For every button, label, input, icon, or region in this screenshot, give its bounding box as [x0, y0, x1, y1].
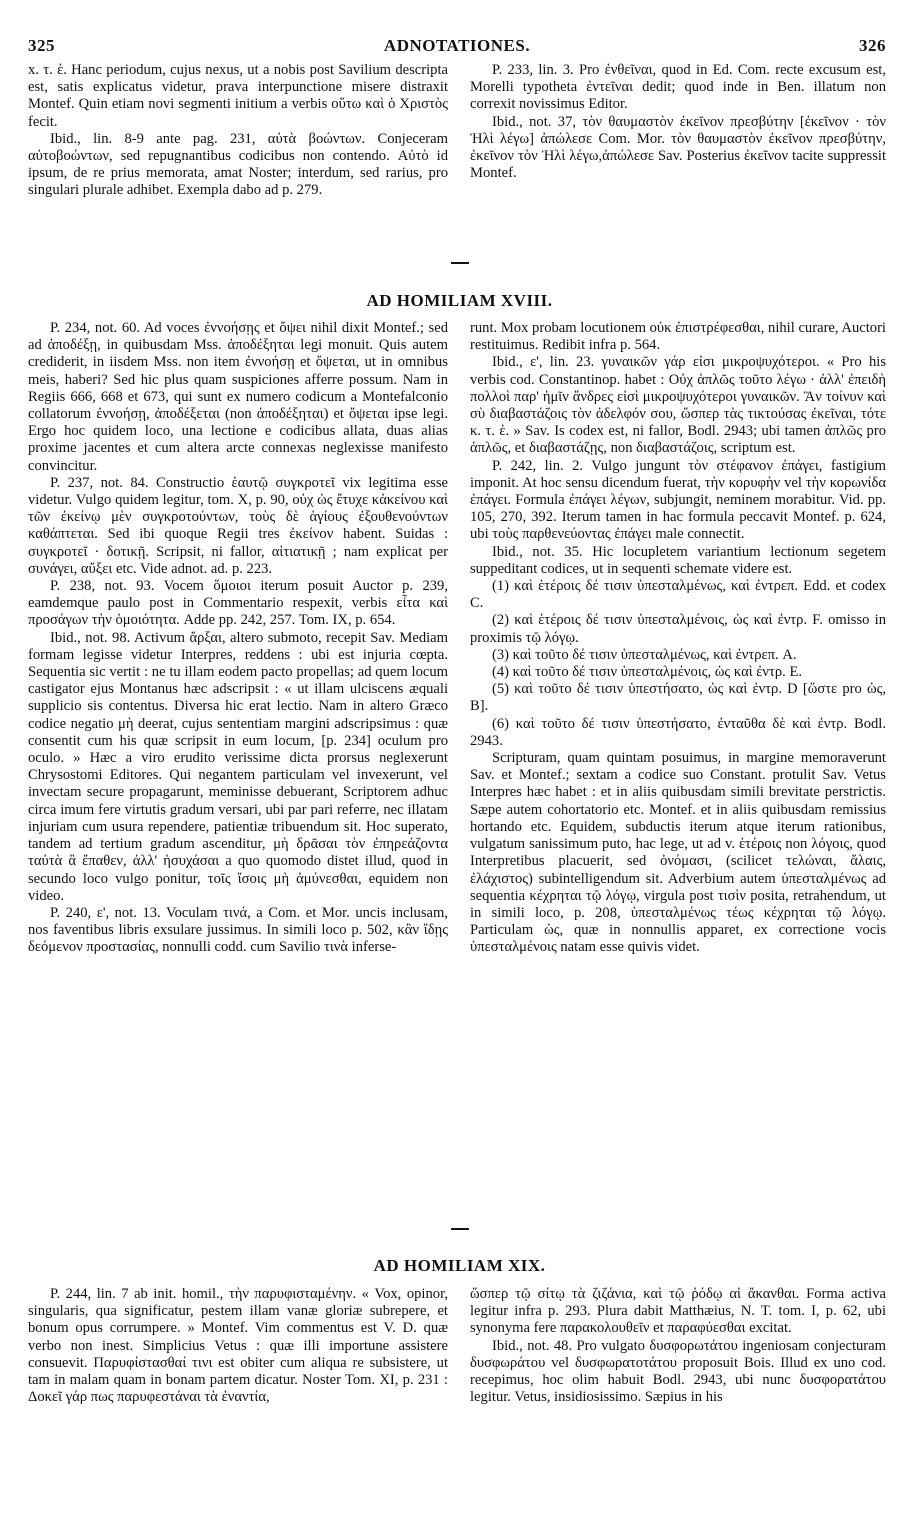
- paragraph: Ibid., lin. 8-9 ante pag. 231, αὐτὰ βοώντων. Conjeceram αὐτοβοώντων, sed repugnantibus codicibus non contendo. Αὐτὸ id ipsum, de re prius memorata, amat Noster; interdum, sed rarius, pro singulari plurale adhibet. Exempla dabo ad p. 279.: [28, 130, 448, 199]
- section-divider: [451, 262, 469, 264]
- paragraph: Ibid., not. 37, τὸν θαυμαστὸν ἐκεῖνον πρεσβύτην [ἐκεῖνον · τὸν Ἠλὶ λέγω] ἀπώλεσε Com. Mor. τὸν θαυμαστὸν ἐκεῖνον πρεσβύτην, ἐκεῖνον τὸν Ἠλὶ λέγω,ἀπώλεσε Sav. Posterius ἐκεῖνον tacite suppressit Montef.: [470, 113, 886, 182]
- paragraph: Ibid., not. 35. Hic locupletem variantium lectionum segetem suppeditant codices, ut in sequenti schemate videre est.: [470, 543, 886, 577]
- paragraph: Scripturam, quam quintam posuimus, in margine memoraverunt Sav. et Montef.; sextam a codice suo Constant. protulit Sav. Vetus Interpres hæc habet : et in aliis quibusdam simili brevitate perstrictis. Sæpe autem cohortatorio etc. Montef. et in aliis quibusdam remissius hortando etc. Equidem, subductis iterum atque iterum rationibus, vulgatum sanissimum puto, hac lege, ut ad v. ἑτέροις non λόγοις, quod Interpretibus placuerit, sed ὀνόμασι, (scilicet τελώναι, ἄλαις, ἐλάχιστος) subintelligendum sit. Adverbium autem ὑπεσταλμένως ad sequentia κέχρηται τῷ λόγῳ, virgula post τισὶν posita, retrahendum, ut in simili loco, p. 208, ὑπεσταλμένως τέως κέχρηται τῷ λόγῳ. Particulam ὡς, quæ in nonnullis apparet, ex correctione vocis ὑπεσταλμένοις natam esse quivis videt.: [470, 750, 886, 956]
- running-header: [28, 36, 886, 56]
- paragraph: x. τ. ἑ. Hanc periodum, cujus nexus, ut a nobis post Savilium descripta est, satis explicatus videtur, prava interpunctione misere distraxit Montef. Quin etiam novi segmenti initium a verbis οὕτω καὶ ὁ Χριστὸς fecit.: [28, 62, 448, 130]
- paragraph: Ibid., not. 98. Activum ἄρξαι, altero submoto, recepit Sav. Mediam formam legisse videtur Interpres, reddens : ubi est injuria cœpta. Sequentia sic vertit : ne tu illam eodem pacto propellas; ad quem locum castigator ejus Montanus hæc adscripsit : « ut illam ulciscens æquali supplicio sis contentus. Diversa hic erat lectio. Nam in altero Græco codice negatio μὴ deerat, cujus sententiam margini adscripsimus : quæ consentit cum his quæ scripsit in eum locum, [p. 234] oculum pro oculo. » Hæc a viro erudito verissime dicta prorsus neglexerunt Chrysostomi Editores. Qui negantem particulam vel invexerunt, vel invectam secure propagarunt, meminisse debuerant, Scriptorem adhuc circa imum fere virtutis gradum versari, ubi par pari referre, nec illatam injuriam cum usura rependere, patientiæ tribuendum sit. Hoc superato, tandem ad tertium gradum ascenditur, μὴ δρᾶσαι τὸν ἐπηρεάζοντα ταὐτὰ ἃ ἔπαθεν, ἀλλ' ἡσυχάσαι a quo quomodo distet illud, quod in secundo loco vulgo ponitur, τοῖς ἴσοις μὴ ἀμύνεσθαι, equidem non video.: [28, 629, 448, 904]
- paragraph: P. 242, lin. 2. Vulgo jungunt τὸν στέφανον ἐπάγει, fastigium imponit. At hoc sensu dicendum fuerat, τὴν κορυφὴν vel τὴν κορωνίδα ἐπάγει. Formula ἐπάγει λέγων, subjungit, neminem morabitur. Vid. pp. 105, 270, 392. Iterum tamen in hac formula peccavit Montef. p. 624, ubi τοὺς παρθενεύοντας ἐπάγει male connectit.: [470, 457, 886, 543]
- page-number-right: 326: [859, 36, 886, 55]
- variant-reading: (4) καὶ τοῦτο δέ τισιν ὑπεσταλμένοις, ὡς καὶ ἐντρ. E.: [492, 664, 803, 681]
- section2-left-column: [28, 1286, 448, 1406]
- variant-reading: (6) καὶ τοῦτο δέ τισιν ὑπεστήσατο, ἐνταῦθα δὲ καὶ ἐντρ. Bodl. 2943.: [470, 715, 886, 749]
- page-number-left: 325: [28, 36, 55, 55]
- variant-reading: (5) καὶ τοῦτο δέ τισιν ὑπεστήσατο, ὡς καὶ ἐντρ. D [ὥστε pro ὡς, B].: [470, 681, 886, 715]
- paragraph: P. 238, not. 93. Vocem ὅμοιοι iterum posuit Auctor p. 239, eamdemque paulo post in Commentario respexit, verbis εἶτα καὶ προσάγων τὴν ὁμοιότητα. Adde pp. 242, 257. Tom. IX, p. 654.: [28, 578, 448, 629]
- section1-right-column: [470, 320, 886, 957]
- section-title: AD HOMILIAM XVIII.: [366, 291, 553, 310]
- variant-reading: (1) καὶ ἑτέροις δέ τισιν ὑπεσταλμένως, καὶ ἐντρεπ. Edd. et codex C.: [470, 578, 886, 612]
- paragraph: Ibid., ε', lin. 23. γυναικῶν γάρ εἰσι μικροψυχότεροι. « Pro his verbis cod. Constantinop. habet : Οὐχ ἁπλῶς τοῦτο λέγω · ἀλλ' ἐπειδὴ πολλοὶ παρ' ἡμῖν ἄνδρες εἰσὶ μικροψυχότεροι γυναικῶν. Ἂν τοίνυν καὶ σὺ διαβαστάζοις τὸν ἀδελφόν σου, ὥσπερ τὰς τικτούσας ἐκεῖναι, τότε κ. τ. ἑ. » Sav. Is codex est, ni fallor, Bodl. 2943; ubi tamen ἀπλῶς pro ἁπλῶς, et διαβαστάζῃς, non διαβαστάζοις, scriptum est.: [470, 354, 886, 457]
- paragraph: P. 244, lin. 7 ab init. homil., τὴν παρυφισταμένην. « Vox, opinor, singularis, qua significatur, pestem illam vanæ gloriæ subrepere, et bonum opus corrumpere. » Montef. Vim commentus est V. D. quæ verbo non inest. Simplicius Vetus : quæ illi importune assistere consuevit. Παρυφίστασθαί τινι est obiter cum aliqua re subsistere, ut tam in malam quam in bonam partem dicatur. Noster Tom. XI, p. 231 : Δοκεῖ γάρ πως παρυφεστάναι τὰ ἐναντία,: [28, 1286, 448, 1406]
- top-left-column: [28, 62, 448, 200]
- variant-reading: (2) καὶ ἑτέροις δέ τισιν ὑπεσταλμένοις, ὡς καὶ ἐντρ. F. omisso in proximis τῷ λόγῳ.: [470, 612, 886, 646]
- paragraph: P. 240, ε', not. 13. Voculam τινά, a Com. et Mor. uncis inclusam, nos faventibus libris exsulare jussimus. In simili loco p. 502, κἂν ἴδῃς δεόμενον προστασίας, nonnulli codd. cum Savilio τινὰ inferse-: [28, 904, 448, 956]
- paragraph: Ibid., not. 48. Pro vulgato δυσφορωτάτου ingeniosam conjecturam δυσφωράτου vel δυσφωρατοτάτου proposuit Bois. Illud ex uno cod. recepimus, hoc olim habuit Bodl. 2943, ubi nunc δυσφορατάτου legitur. Vetus, insidiosissimo. Sæpius in his: [470, 1337, 886, 1406]
- paragraph: P. 233, lin. 3. Pro ἐνθεῖναι, quod in Ed. Com. recte excusum est, Morelli typotheta ἐντεῖναι dedit; quod inde in Ben. illatum non correxit novissimus Editor.: [470, 62, 886, 113]
- paragraph: ὥσπερ τῷ σίτῳ τὰ ζιζάνια, καὶ τῷ ῥόδῳ αἱ ἄκανθαι. Forma activa legitur infra p. 293. Plura dabit Matthæius, N. T. tom. I, p. 62, ubi synonyma fere παρακολουθεῖν et παραφύεσθαι excitat.: [470, 1286, 886, 1337]
- paragraph: P. 234, not. 60. Ad voces ἐννοήσῃς et ὄψει nihil dixit Montef.; sed ad ἀποδέξῃ, in quibusdam Mss. ἀποδέξηται legi monuit. Quis autem crediderit, in iisdem Mss. non item ἐννοήσῃ et ὄψεται, ut in omnibus meis, haberi? Sed hic plus quam suspiciones afferre possum. Nam in Regiis 666, 668 et 673, qui sunt ex numero codicum a Montefalconio collatorum ἐννοήσῃ, ἀποδέξεται (non ἀποδέξηται) et ὄψεται ipse legi. Ergo hoc quidem loco, una lectione e codicibus allata, duas alias proxime jacentes et cum altera arcte connexas neglexisse manifesto convincitur.: [28, 320, 448, 474]
- running-title: ADNOTATIONES.: [383, 36, 531, 55]
- paragraph: P. 237, not. 84. Constructio ἑαυτῷ συγκροτεῖ vix legitima esse videtur. Vulgo quidem legitur, tom. X, p. 90, οὐχ ὡς ἔτυχε κἀκείνου καὶ τῶν ἐκείνῳ μὲν συγκροτούντων, τοὺς δὲ ἁγίους ἐξουθενούντων καθάπτεται. Sed ibi quoque Regii tres ἐκείνον habent. Suidas : συγκροτεῖ · δοτικῇ. Scripsit, ni fallor, αἰτιατικῇ ; nam explicat per συνάγει, αὔξει etc. Vide adnot. ad. p. 223.: [28, 474, 448, 577]
- top-right-column: [470, 62, 886, 182]
- paragraph: runt. Mox probam locutionem οὐκ ἐπιστρέφεσθαι, nihil curare, Auctori restituimus. Redibit infra p. 564.: [470, 320, 886, 354]
- section-divider: [451, 1228, 469, 1230]
- section-title: AD HOMILIAM XIX.: [373, 1256, 546, 1275]
- variant-reading: (3) καὶ τοῦτο δέ τισιν ὑπεσταλμένως, καὶ ἐντρεπ. A.: [492, 646, 797, 663]
- section1-left-column: [28, 320, 448, 957]
- section2-right-column: [470, 1286, 886, 1406]
